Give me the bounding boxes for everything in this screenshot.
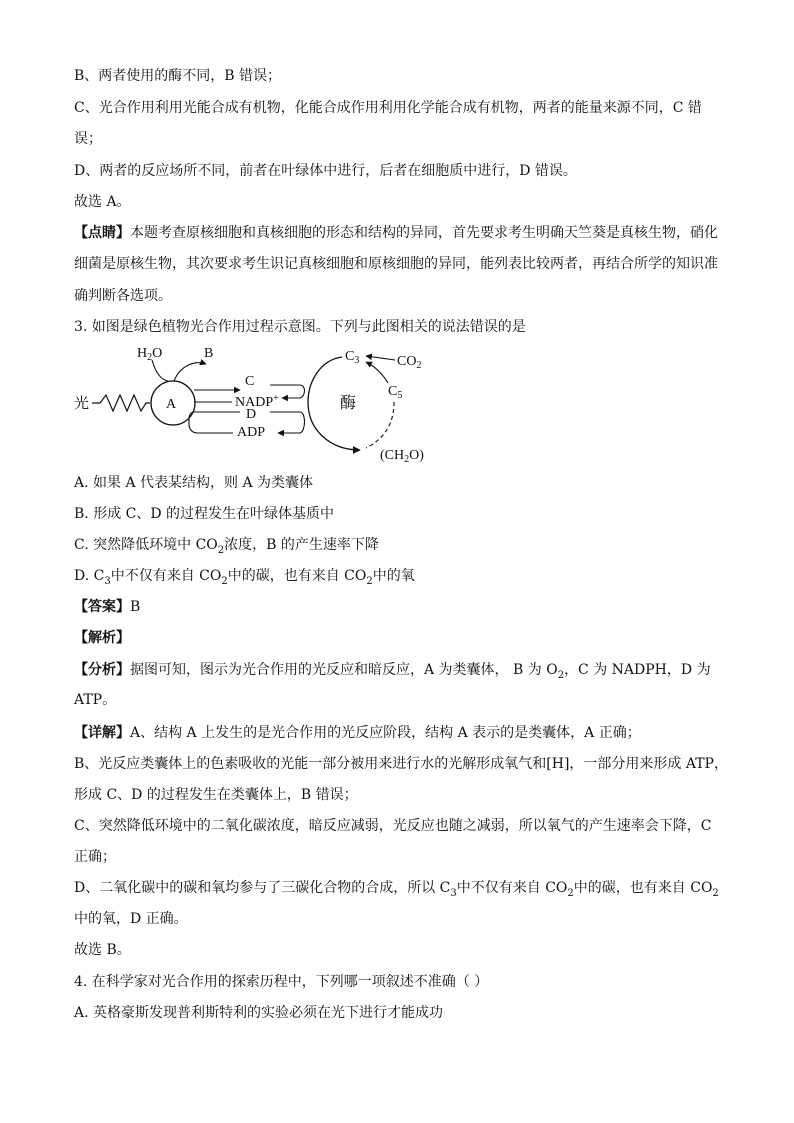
text-line: 正确； xyxy=(74,849,116,865)
text-line: D、两者的反应场所不同，前者在叶绿体中进行，后者在细胞质中进行，D 错误。 xyxy=(74,163,577,179)
text-span: D、二氧化碳中的碳和氧均参与了三碳化合物的合成，所以 C xyxy=(74,880,451,896)
subscript: 2 xyxy=(567,887,574,899)
line-adp-loop xyxy=(189,412,233,433)
text-line: B、光反应类囊体上的色素吸收的光能一部分被用来进行水的光解形成氧气和[H]，一部分用来形成 ATP， xyxy=(74,756,728,772)
q4-option-a: A. 英格豪斯发现普利斯特利的实验必须在光下进行才能成功 xyxy=(74,1005,444,1021)
arrow-b xyxy=(174,363,206,381)
text-span: 中的氧 xyxy=(372,568,415,584)
subscript: 3 xyxy=(450,887,457,899)
fenxi-line xyxy=(74,660,711,686)
text-line: C、光合作用利用光能合成有机物，化能合成作用利用化学能合成有机物，两者的能量来源不同，C 错 xyxy=(74,100,702,116)
question-3-stem: 3. 如图是绿色植物光合作用过程示意图。下列与此图相关的说法错误的是 xyxy=(74,319,526,335)
question-4-stem: 4. 在科学家对光合作用的探索历程中，下列哪一项叙述不准确（ ） xyxy=(74,974,489,990)
label-h2o: $H_2O$ xyxy=(137,346,163,363)
text-line xyxy=(74,878,719,904)
label-c5: $C_5$ xyxy=(388,384,403,401)
light-zigzag xyxy=(92,395,150,411)
subscript: 2 xyxy=(712,887,719,899)
label-c3: $C_3$ xyxy=(345,349,360,366)
tag-answer: 【答案】 xyxy=(74,599,130,615)
text-span: 中不仅有来自 CO xyxy=(456,880,568,896)
answer-line xyxy=(74,597,140,617)
dashed-c5 xyxy=(366,402,394,448)
text-span: 本题考查原核细胞和真核细胞的形态和结构的异同，首先要求考生明确天竺葵是真核生物，硝化 xyxy=(130,225,718,241)
subscript: 2 xyxy=(366,575,373,587)
text-line: ATP。 xyxy=(74,692,117,708)
text-line: B、两者使用的酶不同，B 错误； xyxy=(74,68,282,84)
text-line: 细菌是原核生物，其次要求考生识记真核细胞和原核细胞的异同，能列表比较两者，再结合所学的知识准 xyxy=(74,256,718,272)
answer-value: B xyxy=(130,599,141,615)
text-span: C. 突然降低环境中 CO xyxy=(74,537,218,553)
text-line: 故选 B。 xyxy=(74,942,131,958)
subscript: 2 xyxy=(557,669,565,681)
photosynthesis-diagram xyxy=(70,338,450,468)
label-a: A xyxy=(166,397,177,412)
analysis-heading: 【解析】 xyxy=(74,630,130,646)
subscript: 2 xyxy=(217,544,225,556)
tag-fenxi: 【分析】 xyxy=(74,662,130,678)
text-line: 形成 C、D 的过程发生在类囊体上，B 错误； xyxy=(74,787,358,803)
option-d xyxy=(74,566,415,592)
label-b: B xyxy=(204,346,214,361)
text-line: 中的氧，D 正确。 xyxy=(74,911,188,927)
arrow-h2o xyxy=(152,360,168,381)
text-line xyxy=(74,223,718,243)
label-ch2o: $(CH_2O)$ xyxy=(380,448,424,465)
subscript: 3 xyxy=(104,575,111,587)
text-line: C、突然降低环境中的二氧化碳浓度，暗反应减弱，光反应也随之减弱，所以氧气的产生速率会下降，C xyxy=(74,818,712,834)
arrow-co2 xyxy=(366,356,395,360)
xiangjie-line xyxy=(74,723,641,743)
label-co2: $CO_2$ xyxy=(397,354,422,371)
tag-xiangjie: 【详解】 xyxy=(74,725,130,741)
option-c xyxy=(74,535,379,561)
text-span: 中的碳，也有来自 CO xyxy=(227,568,367,584)
label-enzyme: 酶 xyxy=(340,395,357,412)
label-nadp: NADP+ xyxy=(235,393,279,410)
subscript: 2 xyxy=(221,575,228,587)
text-span: D. C xyxy=(74,568,105,584)
option-a: A. 如果 A 代表某结构，则 A 为类囊体 xyxy=(74,475,314,491)
tag-dianjing: 【点睛】 xyxy=(74,225,130,241)
label-adp: ADP xyxy=(237,425,266,440)
text-line: 确判断各选项。 xyxy=(74,288,172,304)
arrow-c5-c3 xyxy=(366,362,388,383)
text-span: 据图可知，图示为光合作用的光反应和暗反应，A 为类囊体， B 为 O xyxy=(130,662,558,678)
light-label: 光 xyxy=(74,396,90,412)
text-line: 故选 A。 xyxy=(74,194,131,210)
text-span: 中的碳，也有来自 CO xyxy=(573,880,713,896)
text-span: A、结构 A 上发生的是光合作用的光反应阶段，结构 A 表示的是类囊体，A 正确； xyxy=(130,725,641,741)
option-b: B. 形成 C、D 的过程发生在叶绿体基质中 xyxy=(74,506,335,522)
label-d: D xyxy=(246,407,257,422)
text-span: 中不仅有来自 CO xyxy=(110,568,222,584)
text-line: 误； xyxy=(74,131,102,147)
text-span: 浓度，B 的产生速率下降 xyxy=(224,537,379,553)
bracket-d-adp xyxy=(270,412,305,433)
text-span: ，C 为 NADPH，D 为 xyxy=(564,662,711,678)
label-c: C xyxy=(245,374,255,389)
